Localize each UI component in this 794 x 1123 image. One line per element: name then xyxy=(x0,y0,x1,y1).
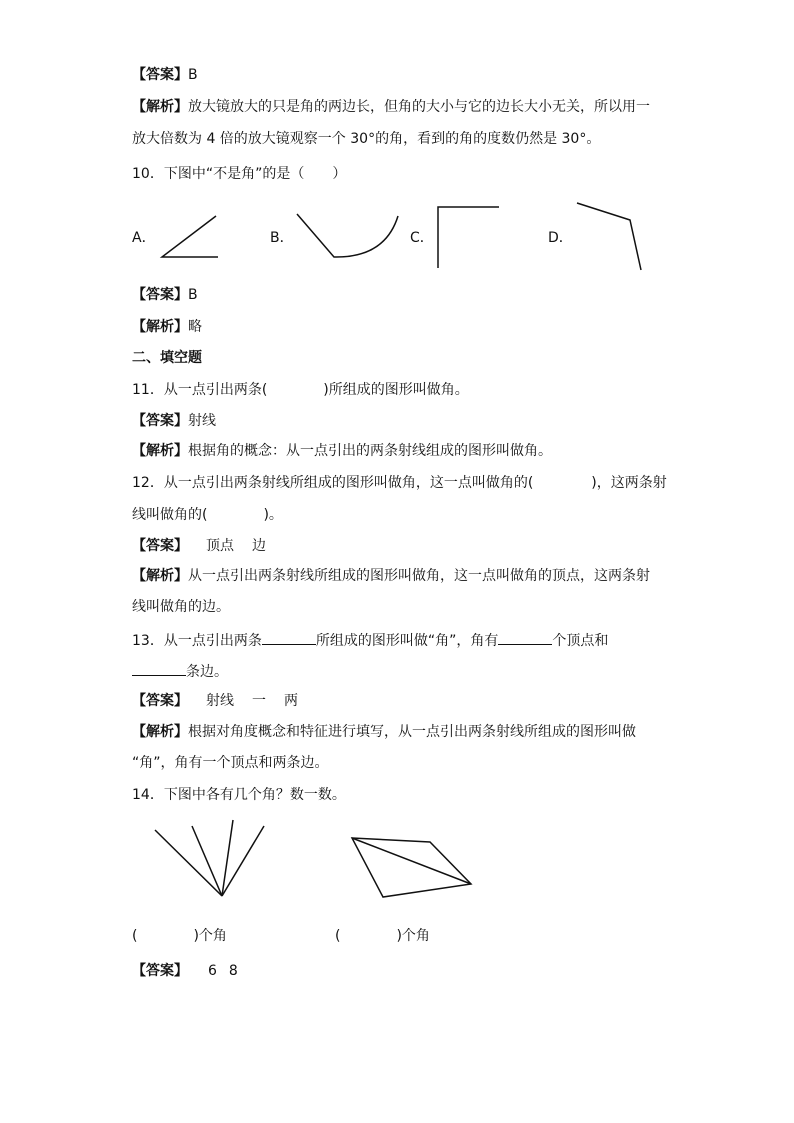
figure-q14-quadrilateral xyxy=(352,838,471,897)
analysis-text: 放大镜放大的只是角的两边长，但角的大小与它的边长大小无关，所以用一 xyxy=(188,99,650,115)
q12-stem-part-4: )。 xyxy=(263,507,283,523)
answer-label: 【答案】 xyxy=(132,693,188,709)
answer-text: B xyxy=(188,287,198,303)
q10-stem: 10．下图中“不是角”的是（ ） xyxy=(132,166,347,182)
q13-stem-part-2: 所组成的图形叫做“角”，角有 xyxy=(315,633,499,649)
q11-stem-part-1: 11．从一点引出两条( xyxy=(132,382,268,398)
analysis-text: 略 xyxy=(188,319,202,335)
analysis-label: 【解析】 xyxy=(132,99,188,115)
q11-stem-part-2: )所组成的图形叫做角。 xyxy=(323,382,469,398)
answer-text: B xyxy=(188,67,198,83)
answer-text: 射线 xyxy=(188,413,216,429)
answer-text-2: 8 xyxy=(228,963,238,979)
answer-text-1: 6 xyxy=(208,963,217,979)
q13-stem-part-4: 条边。 xyxy=(186,664,228,680)
q12-stem-part-2: )，这两条射 xyxy=(591,475,667,491)
section-title: 二、填空题 xyxy=(132,350,202,366)
answer-text-1: 顶点 xyxy=(206,538,234,554)
q13-stem-part-1: 13．从一点引出两条 xyxy=(132,633,262,649)
analysis-label: 【解析】 xyxy=(132,724,188,740)
q14-blank-2-open: ( xyxy=(335,928,341,944)
q9-analysis-line-2: 放大倍数为 4 倍的放大镜观察一个 30°的角，看到的角的度数仍然是 30°。 xyxy=(132,131,601,147)
answer-label: 【答案】 xyxy=(132,413,188,429)
q14-stem: 14．下图中各有几个角？数一数。 xyxy=(132,787,346,803)
answer-label: 【答案】 xyxy=(132,963,188,979)
answer-text-1: 射线 xyxy=(206,693,234,709)
q10-option-a: A． xyxy=(132,230,156,246)
analysis-text: 根据角的概念：从一点引出的两条射线组成的图形叫做角。 xyxy=(188,443,552,459)
q14-blank-1-close: )个角 xyxy=(193,928,227,944)
q12-analysis-line-2: 线叫做角的边。 xyxy=(132,599,230,615)
analysis-label: 【解析】 xyxy=(132,568,188,584)
q10-option-c: C． xyxy=(410,230,434,246)
answer-label: 【答案】 xyxy=(132,538,188,554)
answer-text-3: 两 xyxy=(284,693,298,709)
analysis-text: 从一点引出两条射线所组成的图形叫做角，这一点叫做角的顶点，这两条射 xyxy=(188,568,650,584)
q14-blank-2-close: )个角 xyxy=(396,928,430,944)
answer-label: 【答案】 xyxy=(132,67,188,83)
figure-option-c-right-angle xyxy=(438,207,499,268)
answer-text-2: 边 xyxy=(252,538,266,554)
answer-label: 【答案】 xyxy=(132,287,188,303)
q13-analysis-line-2: “角”，角有一个顶点和两条边。 xyxy=(132,755,329,771)
figure-option-d-angle xyxy=(577,203,641,270)
q13-stem-part-3: 个顶点和 xyxy=(552,633,609,649)
q10-option-d: D． xyxy=(548,230,573,246)
q14-blank-1-open: ( xyxy=(132,928,138,944)
figure-q14-fan-rays xyxy=(155,820,264,896)
answer-text-2: 一 xyxy=(252,693,266,709)
figure-option-a-angle xyxy=(162,216,218,257)
analysis-text: 根据对角度概念和特征进行填写，从一点引出两条射线所组成的图形叫做 xyxy=(188,724,636,740)
q10-option-b: B． xyxy=(270,230,294,246)
analysis-label: 【解析】 xyxy=(132,319,188,335)
q12-stem-part-1: 12．从一点引出两条射线所组成的图形叫做角，这一点叫做角的( xyxy=(132,475,534,491)
analysis-label: 【解析】 xyxy=(132,443,188,459)
figure-option-b-curve xyxy=(297,214,398,257)
q12-stem-part-3: 线叫做角的( xyxy=(132,507,208,523)
